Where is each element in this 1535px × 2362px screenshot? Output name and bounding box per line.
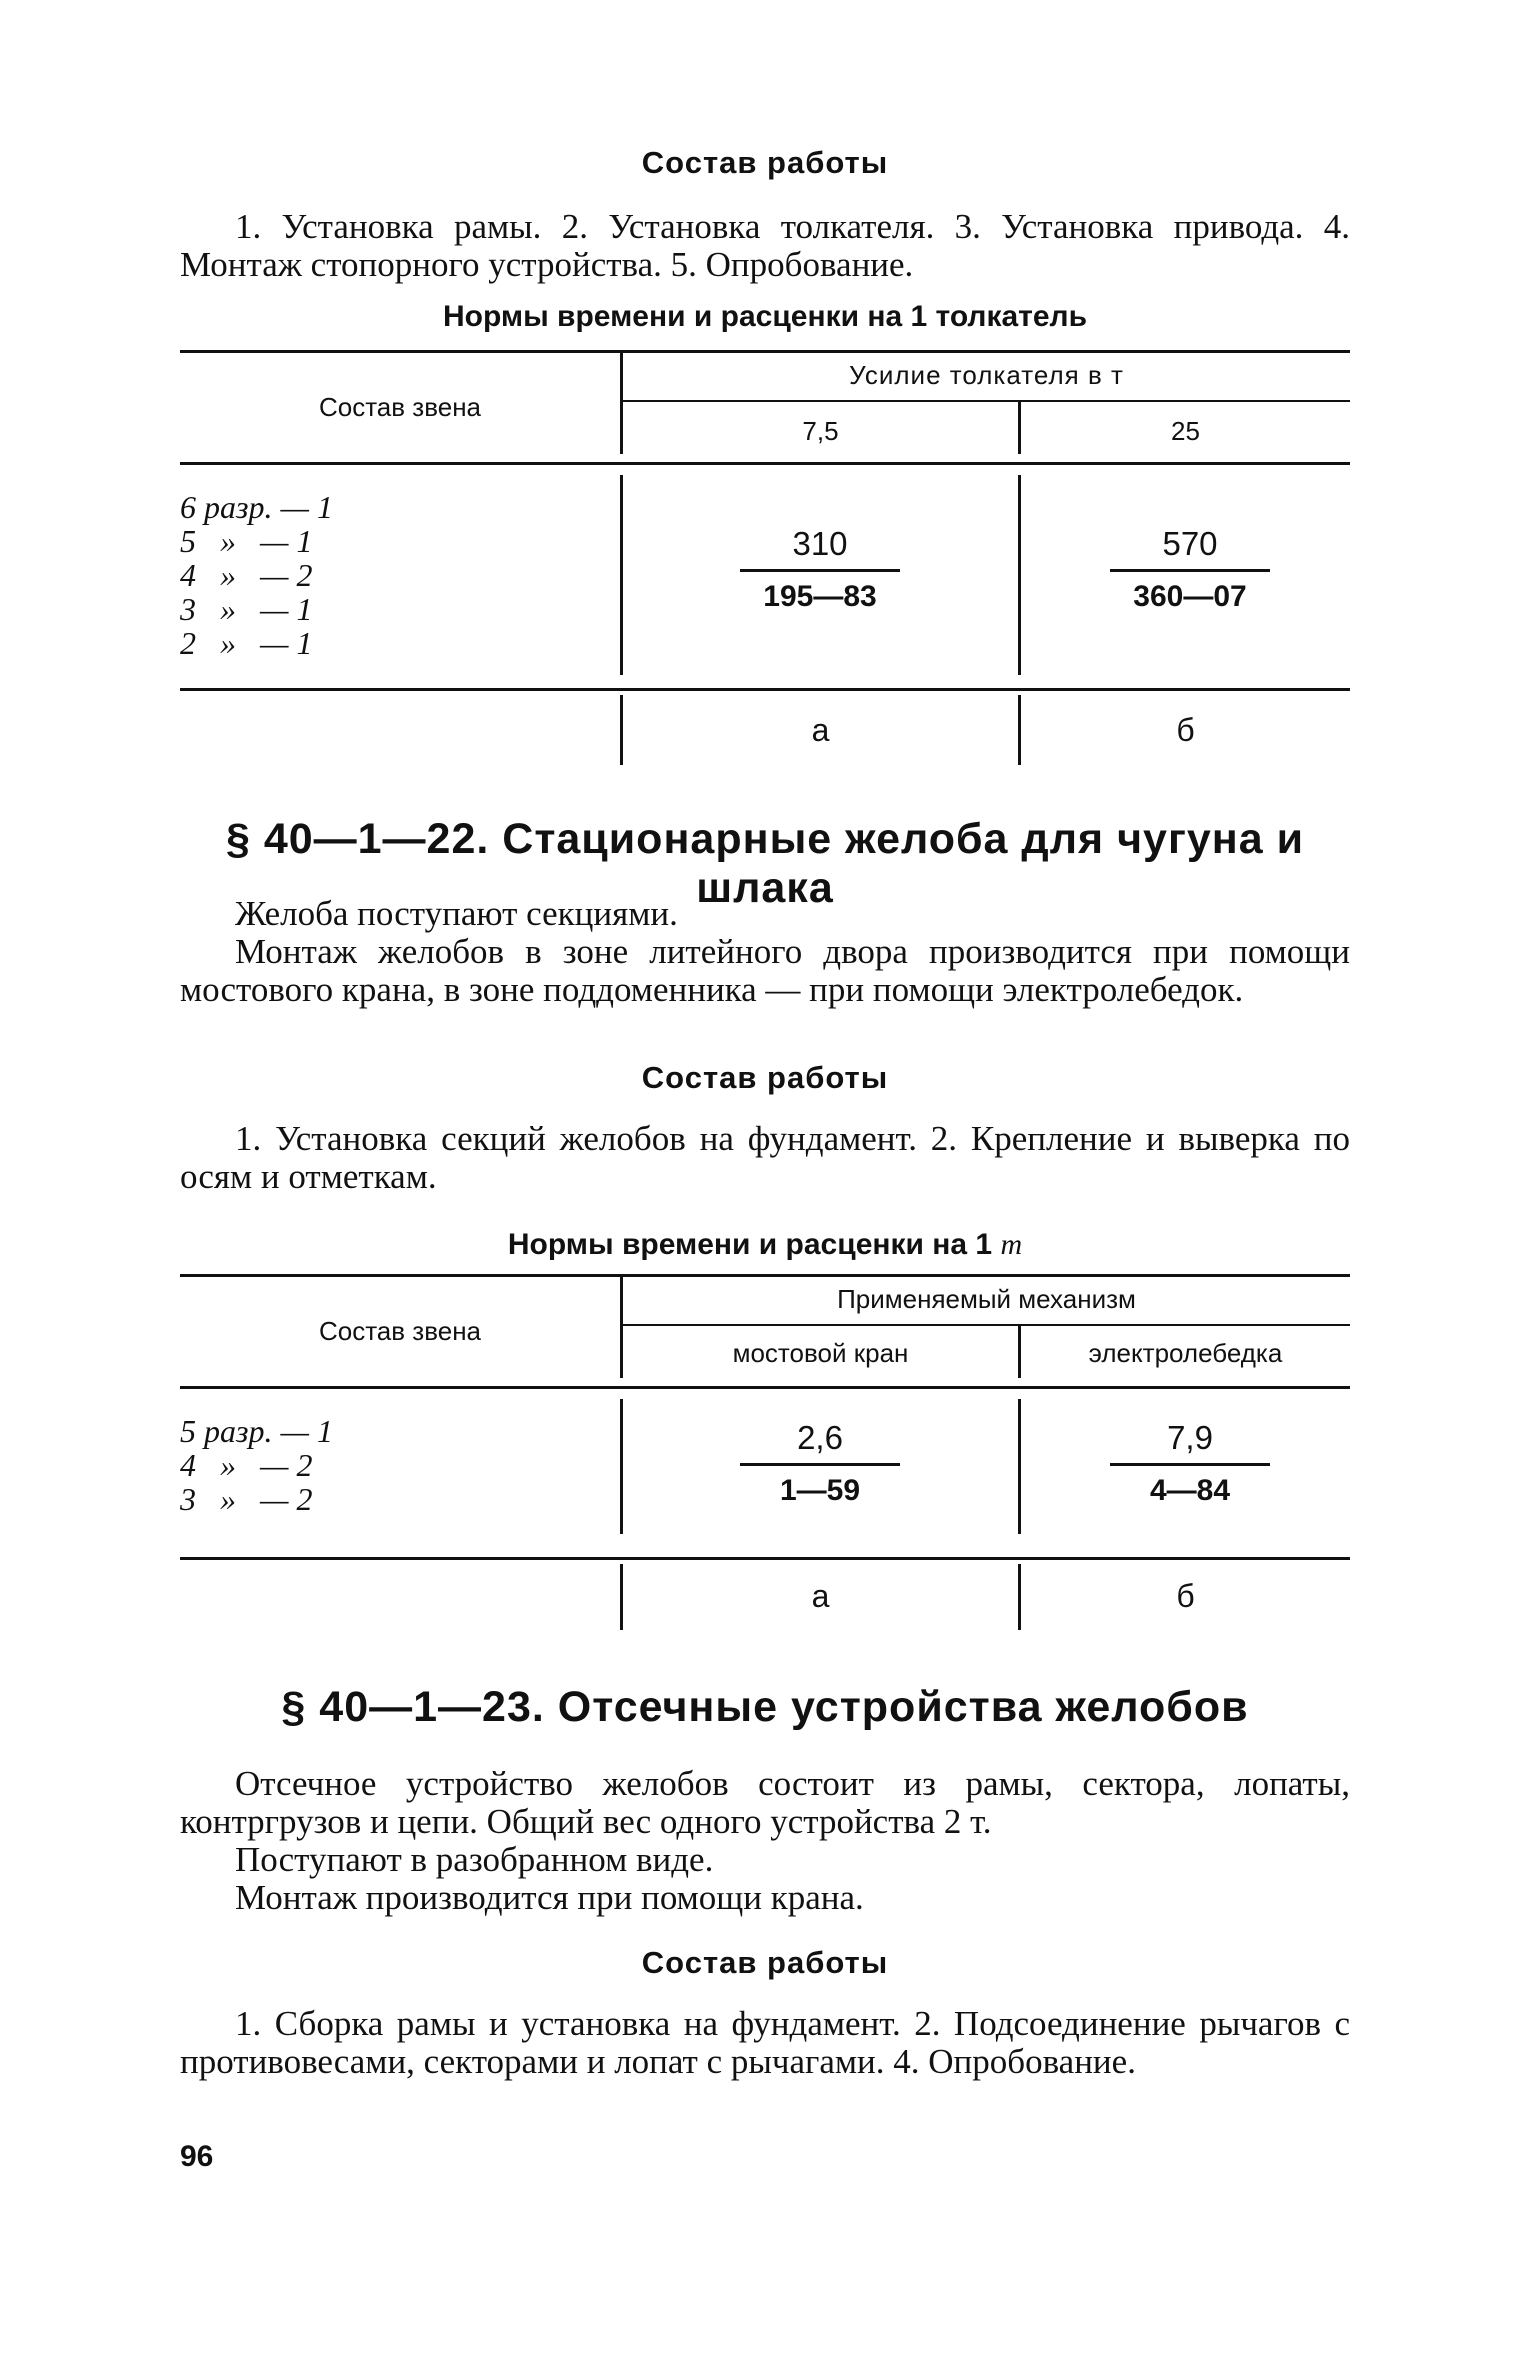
group-header: Усилие толкателя в т: [849, 360, 1124, 390]
table-rule: [180, 462, 1350, 465]
rate: 360—07: [1133, 580, 1247, 613]
crew-row: 2 » — 1: [180, 625, 313, 661]
section-22-para-2: Монтаж желобов в зоне литейного двора производится при помощи мостового крана, в зоне поддоменника — при помощи электролебедок.: [180, 932, 1350, 1009]
table-rule: [180, 1274, 1350, 1277]
group-header: Применяемый механизм: [837, 1284, 1136, 1314]
column-b-header: электролебедка: [1088, 1338, 1283, 1368]
norm-value-a: [735, 525, 905, 614]
variant-a: а: [811, 712, 830, 748]
section-23-para-3: Монтаж производится при помощи крана.: [235, 1878, 864, 1917]
table-rule: [180, 350, 1350, 353]
rate: 4—84: [1149, 1474, 1231, 1507]
crew-header: Состав звена: [318, 392, 482, 422]
norms-title-1: Нормы времени и расценки на 1 толкатель: [442, 300, 1088, 333]
table-rule: [620, 475, 623, 675]
crew-row: 3 » — 2: [180, 1481, 313, 1517]
column-b-header: 25: [1171, 416, 1200, 446]
norms-table-2: [180, 1274, 1350, 1634]
time-norm: 2,6: [797, 1419, 843, 1456]
section-22-work-heading: Состав работы: [641, 1060, 889, 1095]
time-norm: 310: [792, 525, 848, 562]
section-23-para-1: Отсечное устройство желобов состоит из рамы, сектора, лопаты, контргрузов и цепи. Общий вес одного устройства 2 т.: [180, 1764, 1350, 1841]
section-23-para-2: Поступают в разобранном виде.: [235, 1840, 714, 1879]
table-rule: [1018, 475, 1021, 675]
work-composition-text: 1. Установка рамы. 2. Установка толкателя. 3. Установка привода. 4. Монтаж стопорного устройства. 5. Опробование.: [180, 207, 1350, 284]
section-23-work-text: 1. Сборка рамы и установка на фундамент. 2. Подсоединение рычагов с противовесами, секторами и лопат с рычагами. 4. Опробование.: [180, 2004, 1350, 2081]
column-a-header: мостовой кран: [732, 1338, 909, 1368]
column-a-header: 7,5: [802, 416, 839, 446]
norms-title-text: Нормы времени и расценки на 1: [507, 1228, 993, 1261]
crew-list: [180, 490, 333, 660]
variant-b: б: [1176, 712, 1195, 748]
table-rule: [623, 1324, 1350, 1326]
table-rule: [180, 1557, 1350, 1560]
norms-table-1: [180, 350, 1350, 770]
crew-row: 4 » — 2: [180, 1447, 313, 1483]
section-22-para-1: Желоба поступают секциями.: [235, 894, 678, 933]
norm-value-b: [1105, 525, 1275, 614]
work-composition-heading: Состав работы: [641, 145, 889, 180]
crew-row: 5 » — 1: [180, 523, 313, 559]
table-rule: [180, 688, 1350, 691]
time-norm: 570: [1162, 525, 1218, 562]
norms-title-unit: т: [1000, 1228, 1023, 1261]
crew-header: Состав звена: [318, 1316, 482, 1346]
variant-a: а: [811, 1578, 830, 1614]
document-page: [180, 0, 1350, 2362]
crew-row: 6 разр. — 1: [180, 489, 333, 525]
crew-list: [180, 1414, 333, 1516]
table-rule: [1018, 1399, 1021, 1534]
rate: 1—59: [779, 1474, 861, 1507]
norms-title-2: [180, 1228, 1350, 1262]
norm-value-b: [1105, 1419, 1275, 1508]
page-number: 96: [180, 2140, 214, 2173]
table-rule: [620, 1399, 623, 1534]
crew-row: 5 разр. — 1: [180, 1413, 333, 1449]
section-22-work-text: 1. Установка секций желобов на фундамент. 2. Крепление и выверка по осям и отметкам.: [180, 1119, 1350, 1196]
time-norm: 7,9: [1167, 1419, 1213, 1456]
crew-row: 3 » — 1: [180, 591, 313, 627]
variant-b: б: [1176, 1578, 1195, 1614]
norm-value-a: [735, 1419, 905, 1508]
crew-row: 4 » — 2: [180, 557, 313, 593]
rate: 195—83: [763, 580, 877, 613]
section-23-title: § 40—1—23. Отсечные устройства желобов: [281, 1683, 1249, 1731]
table-rule: [180, 1386, 1350, 1389]
table-rule: [623, 400, 1350, 402]
section-22-title: § 40—1—22. Стационарные желоба для чугуна и шлака: [225, 815, 1305, 912]
section-23-work-heading: Состав работы: [641, 1945, 889, 1980]
